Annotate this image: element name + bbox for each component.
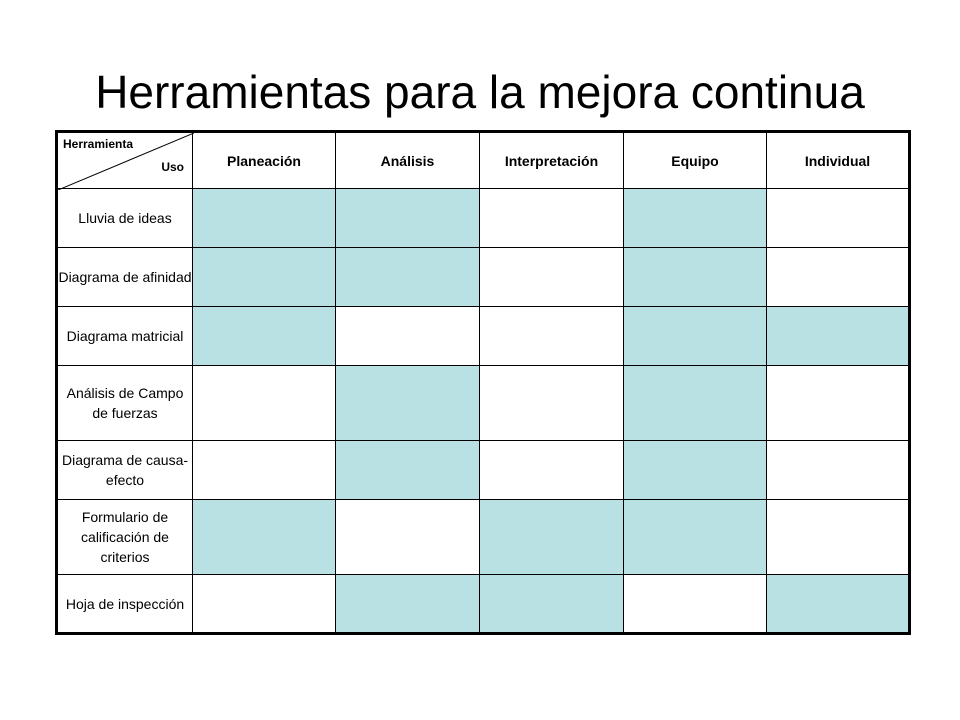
table-row	[57, 189, 910, 248]
usage-cell-filled	[193, 189, 336, 248]
row-header-tool: Lluvia de ideas	[57, 189, 193, 248]
usage-cell-empty	[767, 500, 910, 575]
table-row	[57, 307, 910, 366]
usage-cell-empty	[480, 307, 624, 366]
table-row	[57, 248, 910, 307]
column-header-individual: Individual	[767, 132, 910, 189]
usage-cell-filled	[624, 189, 767, 248]
usage-cell-filled	[193, 500, 336, 575]
usage-cell-filled	[624, 500, 767, 575]
usage-cell-empty	[193, 441, 336, 500]
usage-cell-empty	[767, 366, 910, 441]
row-header-tool: Diagrama de causa-efecto	[57, 441, 193, 500]
usage-cell-filled	[336, 441, 480, 500]
table-row	[57, 575, 910, 634]
row-header-tool: Hoja de inspección	[57, 575, 193, 634]
usage-cell-filled	[767, 575, 910, 634]
usage-cell-empty	[767, 189, 910, 248]
column-header-planeacion: Planeación	[193, 132, 336, 189]
table-row	[57, 366, 910, 441]
usage-cell-filled	[624, 366, 767, 441]
usage-cell-empty	[480, 366, 624, 441]
row-header-tool: Diagrama matricial	[57, 307, 193, 366]
usage-cell-empty	[624, 575, 767, 634]
table-body	[57, 189, 910, 634]
corner-label-uso: Uso	[161, 160, 184, 174]
usage-cell-filled	[336, 248, 480, 307]
usage-cell-filled	[193, 248, 336, 307]
table-corner-header	[57, 132, 193, 189]
usage-cell-filled	[480, 500, 624, 575]
corner-label-herramienta: Herramienta	[63, 137, 134, 151]
row-header-tool: Diagrama de afinidad	[57, 248, 193, 307]
usage-cell-empty	[767, 441, 910, 500]
usage-cell-empty	[480, 441, 624, 500]
column-header-interpretacion: Interpretación	[480, 132, 624, 189]
usage-cell-filled	[336, 189, 480, 248]
column-header-equipo: Equipo	[624, 132, 767, 189]
usage-cell-filled	[480, 575, 624, 634]
usage-cell-empty	[767, 248, 910, 307]
usage-cell-filled	[624, 307, 767, 366]
usage-cell-filled	[336, 366, 480, 441]
usage-cell-filled	[336, 575, 480, 634]
usage-cell-empty	[480, 189, 624, 248]
usage-cell-filled	[624, 441, 767, 500]
row-header-tool: Formulario de calificación de criterios	[57, 500, 193, 575]
usage-cell-empty	[336, 307, 480, 366]
usage-cell-filled	[767, 307, 910, 366]
usage-cell-empty	[193, 575, 336, 634]
usage-cell-empty	[336, 500, 480, 575]
slide-title: Herramientas para la mejora continua	[95, 66, 865, 118]
usage-cell-filled	[193, 307, 336, 366]
table-row	[57, 441, 910, 500]
usage-cell-empty	[193, 366, 336, 441]
usage-cell-filled	[624, 248, 767, 307]
column-header-analisis: Análisis	[336, 132, 480, 189]
usage-cell-empty	[480, 248, 624, 307]
tools-usage-table	[55, 130, 911, 635]
row-header-tool: Análisis de Campo de fuerzas	[57, 366, 193, 441]
table-row	[57, 500, 910, 575]
